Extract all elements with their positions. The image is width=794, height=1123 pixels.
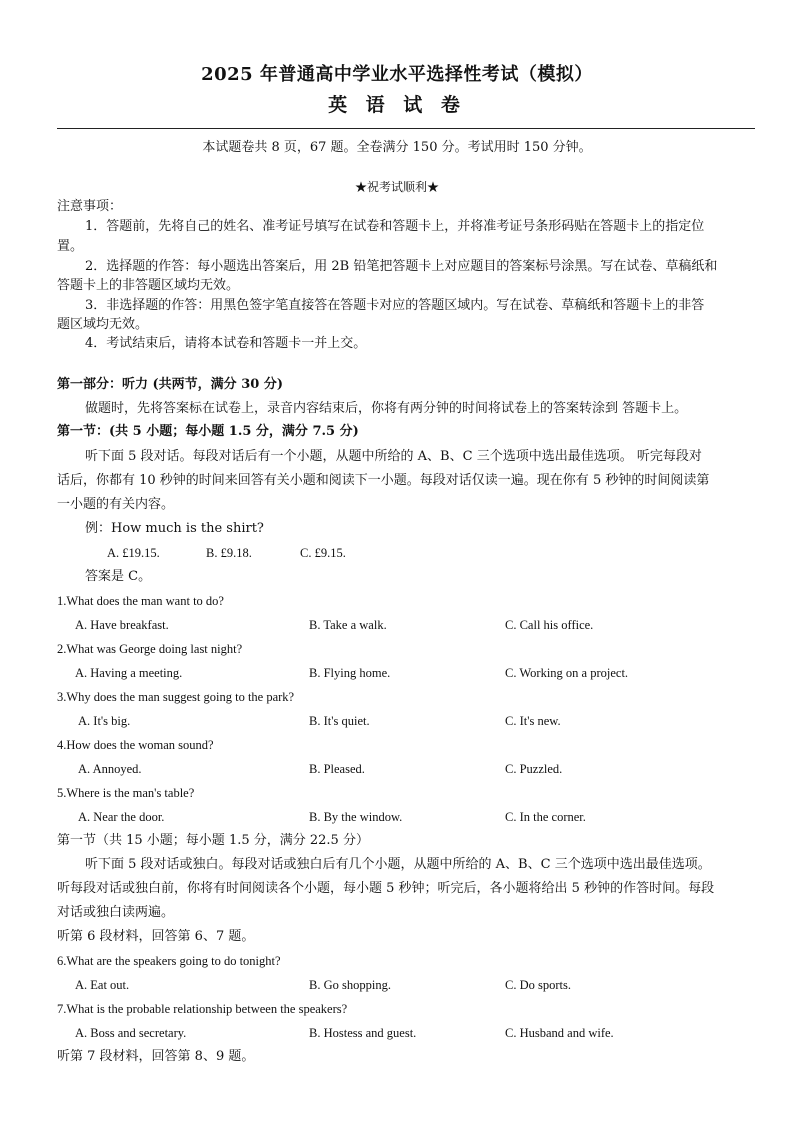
note-line: 题区域均无效。 <box>57 317 149 332</box>
question-6: 6.What are the speakers going to do tonight? <box>57 954 281 968</box>
question-2-option-b: B. Flying home. <box>309 666 391 680</box>
section1-instruction: 话后，你都有 10 秒钟的时间来回答有关小题和阅读下一小题。每段对话仅读一遍。现在你有 5 秒钟的时间阅读第 <box>57 473 710 488</box>
question-7: 7.What is the probable relationship between the speakers? <box>57 1002 348 1016</box>
section2-heading: 第一节（共 15 小题；每小题 1.5 分，满分 22.5 分） <box>57 833 369 848</box>
section2-instruction: 对话或独白读两遍。 <box>57 905 175 920</box>
question-1: 1.What does the man want to do? <box>57 594 224 608</box>
note-line: 答题卡上的非答题区域均无效。 <box>57 278 240 293</box>
example-question: 例：How much is the shirt? <box>85 521 264 536</box>
question-5-option-b: B. By the window. <box>309 810 403 824</box>
exam-title: 2025 年普通高中学业水平选择性考试（模拟） <box>201 64 593 85</box>
note-line: 1．答题前，先将自己的姓名、准考证号填写在试卷和答题卡上，并将准考证号条形码贴在答题卡上的指定位 <box>85 219 705 234</box>
question-4-option-a: A. Annoyed. <box>78 762 142 776</box>
material-6-note: 听第 6 段材料，回答第 6、7 题。 <box>57 929 255 944</box>
question-7-option-c: C. Husband and wife. <box>505 1026 614 1040</box>
section2-instruction: 听每段对话或独白前，你将有时间阅读各个小题，每小题 5 秒钟；听完后，各小题将给出 5 秒钟的作答时间。每段 <box>57 881 715 896</box>
question-1-option-c: C. Call his office. <box>505 618 594 632</box>
note-line: 2．选择题的作答：每小题选出答案后，用 2B 铅笔把答题卡上对应题目的答案标号涂黑。写在试卷、草稿纸和 <box>85 259 718 274</box>
note-line: 3．非选择题的作答：用黑色签字笔直接答在答题卡对应的答题区域内。写在试卷、草稿纸和答题卡上的非答 <box>85 298 705 313</box>
section1-instruction: 听下面 5 段对话。每段对话后有一个小题，从题中所给的 A、B、C 三个选项中选出最佳选项。 听完每段对 <box>85 449 702 464</box>
question-2-option-a: A. Having a meeting. <box>75 666 183 680</box>
question-3: 3.Why does the man suggest going to the park? <box>57 690 295 704</box>
question-3-option-b: B. It's quiet. <box>309 714 370 728</box>
section1-heading: 第一节：(共 5 小题；每小题 1.5 分，满分 7.5 分) <box>57 424 359 439</box>
exam-info: 本试题卷共 8 页，67 题。全卷满分 150 分。考试用时 150 分钟。 <box>202 140 592 155</box>
question-5: 5.Where is the man's table? <box>57 786 195 800</box>
part1-heading: 第一部分：听力 (共两节，满分 30 分) <box>57 377 283 392</box>
question-3-option-c: C. It's new. <box>505 714 561 728</box>
exam-subtitle: 英 语 试 卷 <box>328 94 466 116</box>
example-option-b: B. £9.18. <box>206 546 252 560</box>
example-option-a: A. £19.15. <box>107 546 160 560</box>
note-line: 4．考试结束后，请将本试卷和答题卡一并上交。 <box>85 336 367 351</box>
example-option-c: C. £9.15. <box>300 546 346 560</box>
question-6-option-b: B. Go shopping. <box>309 978 391 992</box>
question-2-option-c: C. Working on a project. <box>505 666 629 680</box>
question-4: 4.How does the woman sound? <box>57 738 214 752</box>
notes-heading: 注意事项： <box>57 199 123 214</box>
question-6-option-a: A. Eat out. <box>75 978 130 992</box>
material-7-note: 听第 7 段材料，回答第 8、9 题。 <box>57 1049 255 1064</box>
question-4-option-c: C. Puzzled. <box>505 762 563 776</box>
question-7-option-b: B. Hostess and guest. <box>309 1026 417 1040</box>
question-7-option-a: A. Boss and secretary. <box>75 1026 187 1040</box>
question-5-option-c: C. In the corner. <box>505 810 586 824</box>
question-2: 2.What was George doing last night? <box>57 642 243 656</box>
question-1-option-a: A. Have breakfast. <box>75 618 169 632</box>
section1-instruction: 一小题的有关内容。 <box>57 497 175 512</box>
note-line: 置。 <box>57 239 84 254</box>
question-6-option-c: C. Do sports. <box>505 978 571 992</box>
question-4-option-b: B. Pleased. <box>309 762 365 776</box>
section2-instruction: 听下面 5 段对话或独白。每段对话或独白后有几个小题，从题中所给的 A、B、C 三个选项中选出最佳选项。 <box>85 857 711 872</box>
question-5-option-a: A. Near the door. <box>78 810 165 824</box>
question-3-option-a: A. It's big. <box>78 714 131 728</box>
example-answer: 答案是 C。 <box>85 569 152 584</box>
good-luck-line: ★祝考试顺利★ <box>354 180 439 194</box>
part1-intro: 做题时，先将答案标在试卷上，录音内容结束后，你将有两分钟的时间将试卷上的答案转涂到 答题卡上。 <box>85 401 688 416</box>
title-divider <box>57 128 755 129</box>
question-1-option-b: B. Take a walk. <box>309 618 387 632</box>
